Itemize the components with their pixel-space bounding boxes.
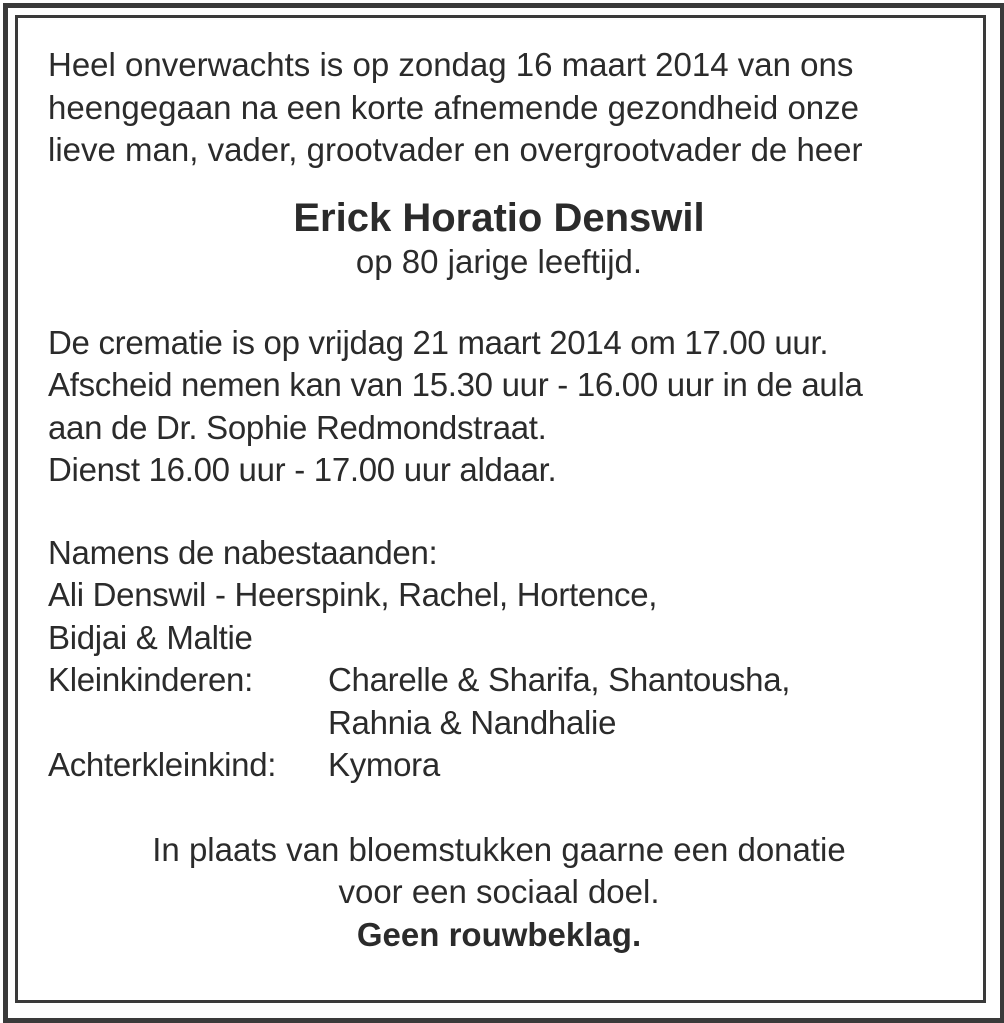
grandchildren-label: Kleinkinderen: (48, 661, 253, 698)
intro-line: lieve man, vader, grootvader en overgrootvader de heer (48, 131, 863, 168)
deceased-age: op 80 jarige leeftijd. (355, 242, 643, 280)
great-grandchild-label: Achterkleinkind: (48, 746, 277, 783)
intro-line: Heel onverwachts is op zondag 16 maart 2014 van ons (48, 46, 854, 83)
closing-line: voor een sociaal doel. (338, 873, 660, 910)
family-line: Ali Denswil - Heerspink, Rachel, Hortence, (48, 576, 658, 613)
closing-paragraph (48, 829, 958, 957)
intro-line: heengegaan na een korte afnemende gezondheid onze (48, 88, 860, 126)
cremation-paragraph (48, 322, 958, 492)
death-notice (48, 44, 958, 956)
cremation-line: Dienst 16.00 uur - 17.00 uur aldaar. (48, 451, 557, 488)
deceased-name: Erick Horatio Denswil (293, 195, 705, 240)
cremation-line: De crematie is op vrijdag 21 maart 2014 om 17.00 uur. (48, 323, 829, 361)
great-grandchild-row (48, 744, 958, 787)
no-condolences: Geen rouwbeklag. (356, 915, 642, 953)
great-grandchild-name: Kymora (328, 746, 440, 783)
family-section (48, 532, 958, 787)
grandchildren-names: Charelle & Sharifa, Shantousha, (328, 661, 791, 698)
intro-paragraph (48, 44, 958, 172)
cremation-line: Afscheid nemen kan van 15.30 uur - 16.00 uur in de aula (48, 366, 863, 403)
grandchildren-row (48, 659, 958, 702)
family-heading: Namens de nabestaanden: (48, 533, 438, 571)
grandchildren-row (48, 702, 958, 745)
grandchildren-names: Rahnia & Nandhalie (328, 703, 617, 741)
cremation-line: aan de Dr. Sophie Redmondstraat. (48, 408, 547, 446)
closing-line: In plaats van bloemstukken gaarne een donatie (152, 830, 846, 868)
grandchildren-label-spacer (48, 702, 328, 745)
family-line: Bidjai & Maltie (48, 618, 253, 656)
